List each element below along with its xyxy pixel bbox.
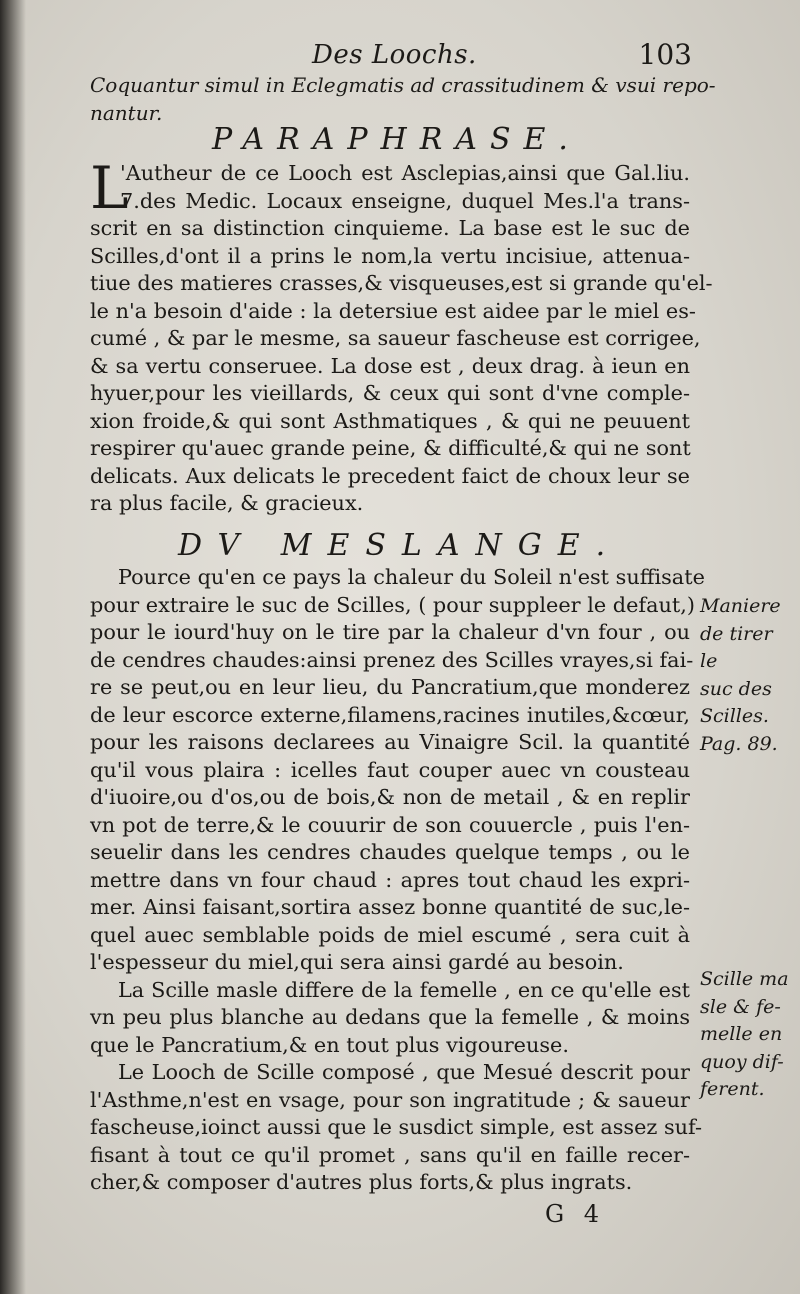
signature-mark: G 4: [545, 1200, 606, 1228]
latin-line: nantur.: [90, 100, 163, 125]
latin-line: Coquantur simul in Eclegmatis ad crassitudinem & vsui repo-: [90, 73, 716, 97]
text-line: Pource qu'en ce pays la chaleur du Soleil n'est suffisate: [118, 565, 705, 589]
meslange-heading: DV MESLANGE.: [178, 528, 622, 563]
margin-note-line: melle en: [700, 1023, 783, 1045]
margin-note-line: ferent.: [700, 1078, 765, 1100]
text-line: Scilles,d'ont il a prins le nom,la vertu incisiue, attenua-: [90, 243, 690, 268]
text-line: cher,& composer d'autres plus forts,& plus ingrats.: [90, 1170, 633, 1194]
book-spine-shadow: [0, 0, 26, 1294]
margin-note-extraction: [700, 593, 790, 758]
text-line: de cendres chaudes:ainsi prenez des Scilles vrayes,si fai-: [90, 647, 694, 672]
text-line: que le Pancratium,& en tout plus vigoureuse.: [90, 1032, 569, 1057]
text-line: 7.des Medic. Locaux enseigne, duquel Mes.l'a trans-: [120, 188, 690, 213]
text-line: vn peu plus blanche au dedans que la femelle , & moins: [90, 1005, 690, 1029]
text-line: La Scille masle differe de la femelle , en ce qu'elle est: [118, 977, 690, 1002]
margin-note-line: Pag. 89.: [700, 732, 778, 755]
paraphrase-paragraph: [90, 154, 713, 518]
margin-note-line: sle & fe-: [700, 995, 781, 1018]
text-line: mettre dans vn four chaud : apres tout chaud les expri-: [90, 867, 690, 892]
text-line: le n'a besoin d'aide : la detersiue est aidee par le miel es-: [90, 298, 696, 323]
text-line: mer. Ainsi faisant,sortira assez bonne quantité de suc,le-: [90, 895, 690, 919]
text-line: 'Autheur de ce Looch est Asclepias,ainsi que Gal.liu.: [120, 161, 690, 185]
text-line: re se peut,ou en leur lieu, du Pancratium,que monderez: [90, 675, 690, 699]
margin-note-line: de tirer le: [700, 622, 773, 672]
text-line: tiue des matieres crasses,& visqueuses,est si grande qu'el-: [90, 271, 713, 295]
text-line: hyuer,pour les vieillards, & ceux qui sont d'vne comple-: [90, 381, 690, 405]
text-line: de leur escorce externe,filamens,racines inutiles,&cœur,: [90, 702, 690, 727]
text-line: l'Asthme,n'est en vsage, pour son ingratitude ; & saueur: [90, 1087, 690, 1112]
text-line: fisant à tout ce qu'il promet , sans qu'il en faille recer-: [90, 1142, 690, 1167]
text-line: pour le iourd'huy on le tire par la chaleur d'vn four , ou: [90, 620, 690, 644]
paraphrase-heading: PARAPHRASE.: [212, 122, 581, 157]
margin-note-line: Maniere: [700, 595, 781, 617]
margin-note-line: Scilles.: [700, 705, 769, 727]
text-line: xion froide,& qui sont Asthmatiques , & qui ne peuuent: [90, 408, 690, 433]
margin-note-line: quoy dif-: [700, 1050, 784, 1073]
text-line: qu'il vous plaira : icelles faut couper auec vn cousteau: [90, 757, 690, 782]
margin-note-line: Scille ma: [700, 968, 789, 990]
latin-recipe-text: [90, 72, 716, 127]
text-line: d'iuoire,ou d'os,ou de bois,& non de metail , & en replir: [90, 785, 690, 809]
text-line: vn pot de terre,& le couurir de son couuercle , puis l'en-: [90, 812, 690, 837]
drop-cap: L: [90, 154, 129, 222]
margin-note-male-female: [700, 966, 790, 1104]
text-line: quel auec semblable poids de miel escumé , sera cuit à: [90, 922, 690, 947]
text-line: delicats. Aux delicats le precedent faict de choux leur se: [90, 463, 690, 488]
text-line: seuelir dans les cendres chaudes quelque temps , ou le: [90, 840, 690, 864]
text-line: pour extraire le suc de Scilles, ( pour suppleer le defaut,): [90, 592, 695, 617]
text-line: & sa vertu conseruee. La dose est , deux drag. à ieun en: [90, 353, 690, 378]
meslange-section: [90, 564, 705, 1197]
text-line: respirer qu'auec grande peine, & difficulté,& qui ne sont: [90, 436, 691, 460]
page-number: 103: [638, 38, 692, 71]
text-line: pour les raisons declarees au Vinaigre Scil. la quantité: [90, 730, 690, 754]
text-line: cumé , & par le mesme, sa saueur fascheuse est corrigee,: [90, 326, 701, 350]
text-line: scrit en sa distinction cinquieme. La base est le suc de: [90, 216, 690, 240]
margin-note-line: suc des: [700, 677, 772, 700]
text-line: ra plus facile, & gracieux.: [90, 491, 364, 515]
text-line: l'espesseur du miel,qui sera ainsi gardé au besoin.: [90, 950, 624, 974]
running-title: Des Loochs.: [312, 40, 477, 70]
text-line: fascheuse,ioinct aussi que le susdict simple, est assez suf-: [90, 1115, 703, 1139]
text-line: Le Looch de Scille composé , que Mesué descrit pour: [118, 1060, 690, 1084]
